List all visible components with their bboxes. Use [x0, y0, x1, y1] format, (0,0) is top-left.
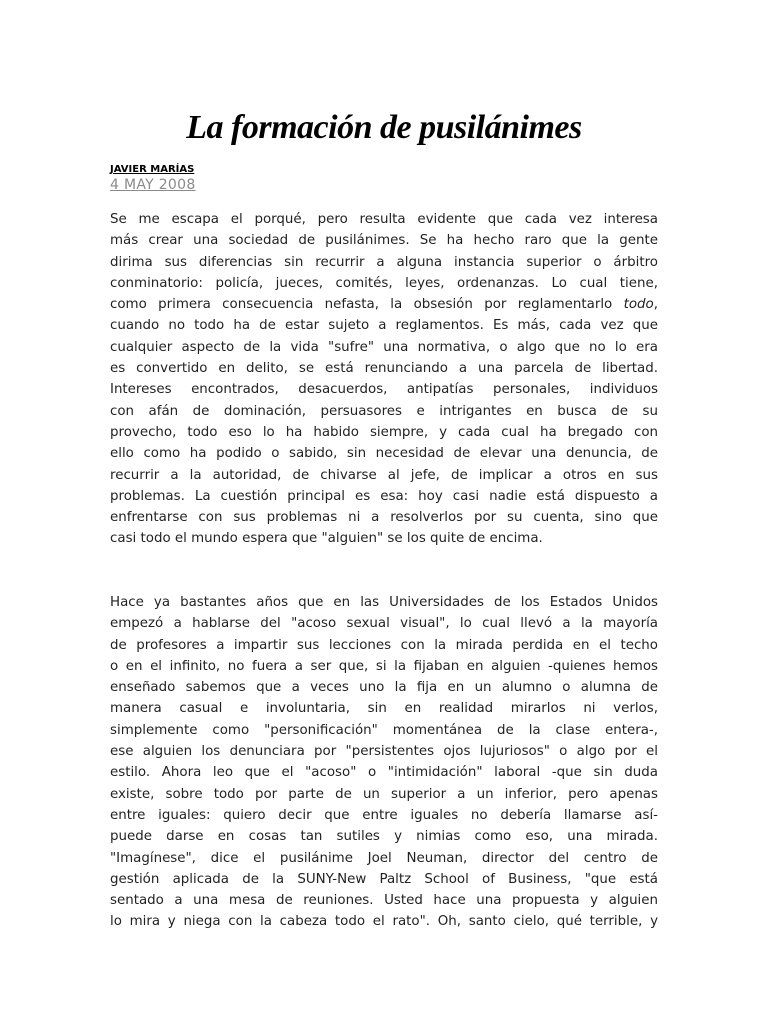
text-line: entre iguales: quiero decir que entre iguales no debería llamarse así-: [110, 807, 658, 823]
text-line: es convertido en delito, se está renunciando a una parcela de libertad.: [110, 361, 658, 377]
text-line: ese alguien los denunciara por "persistentes ojos lujuriosos" o algo por el: [110, 744, 658, 760]
text-line: cuando no todo ha de estar sujeto a reglamentos. Es más, cada vez que: [110, 318, 658, 334]
text-line: puede darse en cosas tan sutiles y nimias como eso, una mirada.: [110, 829, 658, 845]
text-line: manera casual e involuntaria, sin en realidad mirarlos ni verlos,: [110, 701, 658, 717]
author-byline[interactable]: JAVIER MARÍAS: [110, 164, 195, 175]
text-line: enfrentarse con sus problemas ni a resolverlos por su cuenta, sino que: [110, 510, 658, 526]
text-line: casi todo el mundo espera que "alguien" se los quite de encima.: [110, 531, 543, 547]
paragraph-1: [110, 209, 658, 550]
text-line: cualquier aspecto de la vida "sufre" una normativa, o algo que no lo era: [110, 339, 658, 355]
text-line: o en el infinito, no fuera a ser que, si la fijaban en alguien -quienes hemos: [110, 658, 658, 674]
text-line: provecho, todo eso lo ha habido siempre, y cada cual ha bregado con: [110, 424, 658, 440]
article-title: La formación de pusilánimes: [186, 109, 582, 146]
text-line: empezó a hablarse del "acoso sexual visual", lo cual llevó a la mayoría: [110, 616, 658, 632]
text-line: "Imagínese", dice el pusilánime Joel Neuman, director del centro de: [110, 850, 658, 866]
text-line: ello como ha podido o sabido, sin necesidad de elevar una denuncia, de: [110, 446, 658, 462]
emphasized-word: todo: [623, 297, 654, 313]
text-line: Intereses encontrados, desacuerdos, antipatías personales, individuos: [110, 382, 658, 398]
text-line: gestión aplicada de la SUNY-New Paltz School of Business, "que está: [110, 871, 658, 887]
text-line: estilo. Ahora leo que el "acoso" o "intimidación" laboral -que sin duda: [110, 765, 658, 781]
text-line: como primera consecuencia nefasta, la obsesión por reglamentarlo todo,: [110, 297, 658, 313]
text-line: enseñado sabemos que a veces uno la fija en un alumno o alumna de: [110, 680, 658, 696]
text-line: Hace ya bastantes años que en las Universidades de los Estados Unidos: [110, 595, 658, 610]
publication-date[interactable]: 4 MAY 2008: [110, 177, 196, 193]
paragraph-2: [110, 592, 658, 933]
text-line: dirima sus diferencias sin recurrir a alguna instancia superior o árbitro: [110, 254, 658, 270]
text-line: simplemente como "personificación" momentánea de la clase entera-,: [110, 722, 658, 738]
text-line: problemas. La cuestión principal es esa: hoy casi nadie está dispuesto a: [110, 488, 658, 504]
text-line: de profesores a impartir sus lecciones con la mirada perdida en el techo: [110, 637, 658, 653]
text-line: más crear una sociedad de pusilánimes. Se ha hecho raro que la gente: [110, 233, 658, 249]
text-line: lo mira y niega con la cabeza todo el rato". Oh, santo cielo, qué terrible, y: [110, 914, 658, 930]
text-line: Se me escapa el porqué, pero resulta evidente que cada vez interesa: [110, 212, 658, 227]
text-line: recurrir a la autoridad, de chivarse al jefe, de implicar a otros en sus: [110, 467, 658, 483]
text-line: conminatorio: policía, jueces, comités, leyes, ordenanzas. Lo cual tiene,: [110, 275, 658, 291]
text-line: existe, sobre todo por parte de un superior a un inferior, pero apenas: [110, 786, 658, 802]
text-line: con afán de dominación, persuasores e intrigantes en busca de su: [110, 403, 658, 419]
text-line: sentado a una mesa de reuniones. Usted hace una propuesta y alguien: [110, 893, 658, 909]
